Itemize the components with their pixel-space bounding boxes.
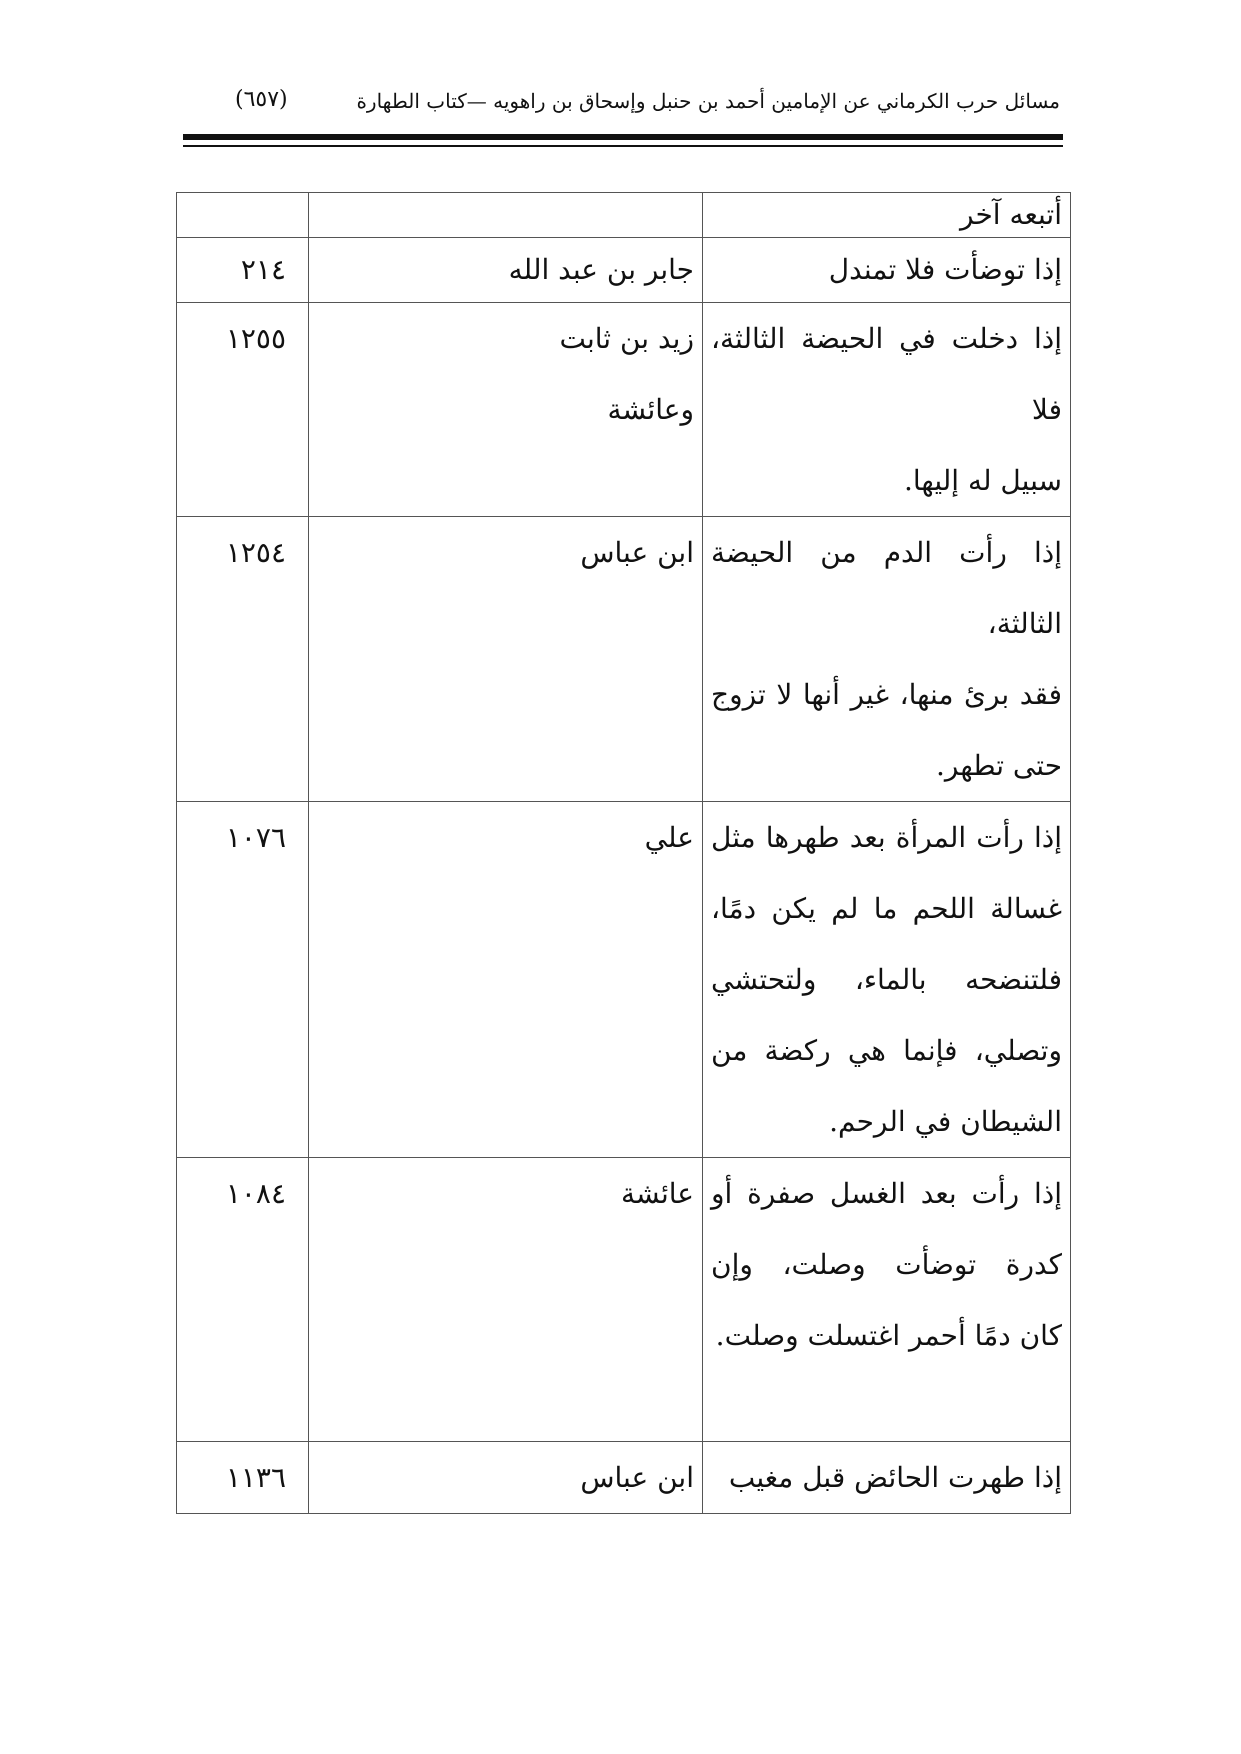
- narrator-cell: [309, 802, 703, 1158]
- number-cell: [177, 193, 309, 238]
- number-cell: ١٢٥٥: [177, 303, 309, 517]
- narrator-cell: [309, 303, 703, 517]
- number-cell: ١٠٨٤: [177, 1158, 309, 1442]
- table-row: [177, 303, 1071, 517]
- table-row: [177, 1158, 1071, 1442]
- narrator-line: وعائشة: [607, 393, 694, 426]
- narrator-cell: [309, 1442, 703, 1514]
- text-line: حتى تطهر.: [935, 749, 1062, 782]
- text-line: فقد برئ منها، غير أنها لا تزوج: [711, 678, 1062, 711]
- index-table: [176, 192, 1071, 1514]
- table-row: [177, 238, 1071, 303]
- index-table-wrapper: [176, 192, 1070, 1514]
- narrator-line: ابن عباس: [580, 1461, 694, 1494]
- text-line: إذا توضأت فلا تمندل: [828, 253, 1062, 286]
- page-header: [150, 83, 1070, 133]
- text-line: غسالة اللحم ما لم يكن دمًا،: [711, 892, 1062, 925]
- table-row: [177, 193, 1071, 238]
- text-cell: [703, 193, 1071, 238]
- header-rule-thin: [183, 145, 1063, 147]
- number-cell: ٢١٤: [177, 238, 309, 303]
- text-line: كدرة توضأت وصلت، وإن: [711, 1248, 1062, 1281]
- narrator-line: عائشة: [620, 1177, 694, 1210]
- text-line: كان دمًا أحمر اغتسلت وصلت.: [715, 1319, 1062, 1352]
- narrator-line: علي: [644, 821, 694, 854]
- header-rule-thick: [183, 134, 1063, 140]
- text-line: فلتنضحه بالماء، ولتحتشي: [711, 963, 1062, 996]
- running-title: مسائل حرب الكرماني عن الإمامين أحمد بن حنبل وإسحاق بن راهويه —كتاب الطهارة: [356, 89, 1060, 113]
- table-row: [177, 517, 1071, 802]
- text-line: إذا رأت بعد الغسل صفرة أو: [711, 1177, 1062, 1210]
- table-row: [177, 1442, 1071, 1514]
- text-line: إذا دخلت في الحيضة الثالثة، فلا: [711, 322, 1062, 426]
- text-cell: [703, 802, 1071, 1158]
- narrator-line: ابن عباس: [580, 536, 694, 569]
- text-line: وتصلي، فإنما هي ركضة من: [711, 1034, 1062, 1067]
- narrator-line: زيد بن ثابت: [559, 322, 694, 355]
- text-line: سبيل له إليها.: [903, 464, 1062, 497]
- narrator-line: جابر بن عبد الله: [508, 253, 694, 286]
- text-line: إذا رأت الدم من الحيضة الثالثة،: [711, 536, 1062, 640]
- page-number: (٦٥٧): [235, 87, 288, 112]
- text-cell: [703, 1442, 1071, 1514]
- text-cell: [703, 238, 1071, 303]
- number-cell: ١٠٧٦: [177, 802, 309, 1158]
- text-cell: [703, 303, 1071, 517]
- narrator-cell: [309, 517, 703, 802]
- text-line: إذا رأت المرأة بعد طهرها مثل: [711, 821, 1062, 854]
- narrator-cell: [309, 193, 703, 238]
- narrator-cell: [309, 1158, 703, 1442]
- text-cell: [703, 517, 1071, 802]
- table-row: [177, 802, 1071, 1158]
- text-cell: [703, 1158, 1071, 1442]
- number-cell: ١١٣٦: [177, 1442, 309, 1514]
- text-line: أتبعه آخر: [960, 198, 1062, 231]
- narrator-cell: [309, 238, 703, 303]
- text-line: إذا طهرت الحائض قبل مغيب: [728, 1461, 1062, 1494]
- text-line: الشيطان في الرحم.: [829, 1105, 1062, 1138]
- number-cell: ١٢٥٤: [177, 517, 309, 802]
